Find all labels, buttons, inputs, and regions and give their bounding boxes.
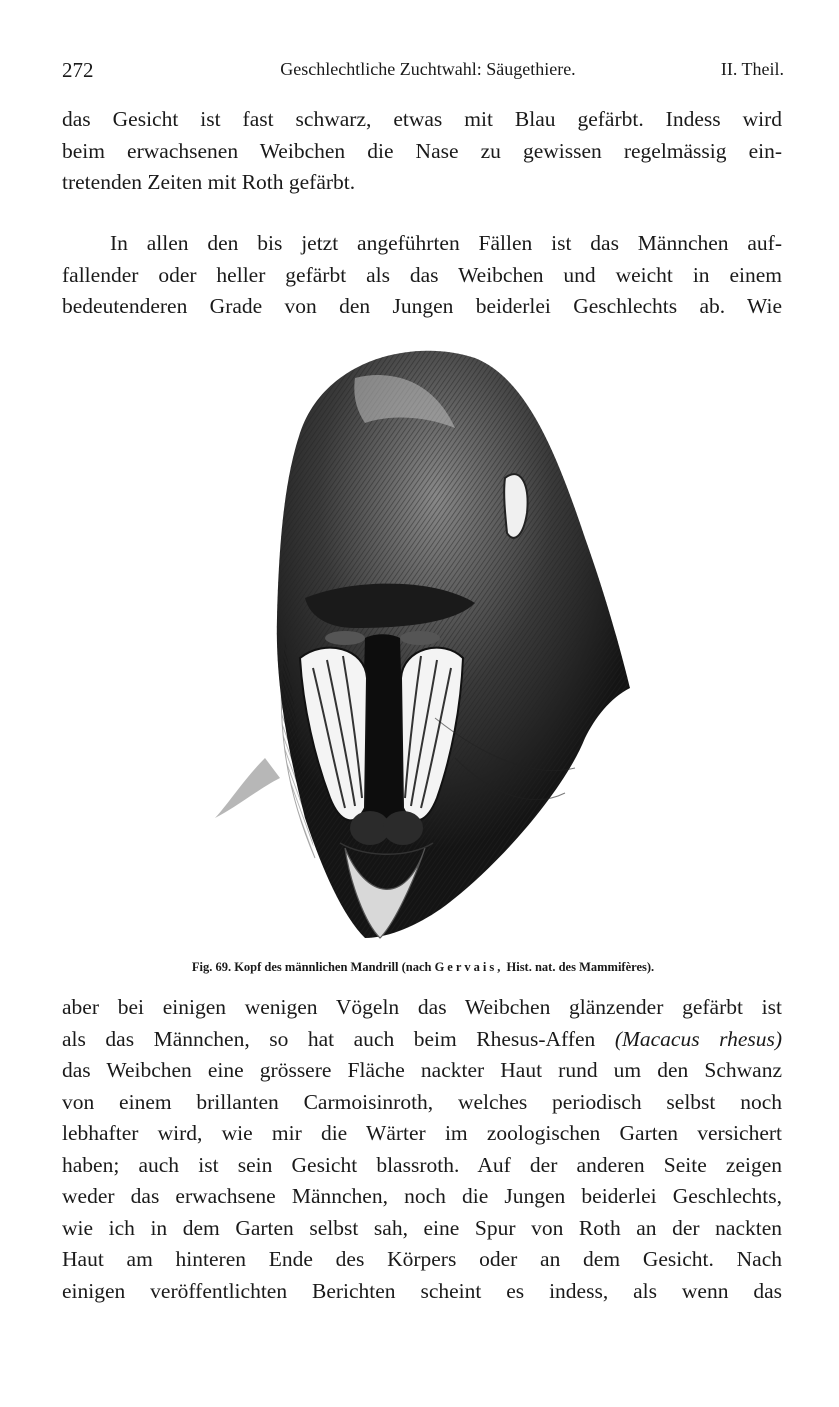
text-line: beim erwachsenen Weibchen die Nase zu gewissen regelmässig ein- xyxy=(62,138,782,163)
mandrill-head-engraving xyxy=(205,338,645,948)
page-number: 272 xyxy=(62,58,94,82)
mandrill-illustration xyxy=(205,338,645,948)
text-line-with-species xyxy=(62,1024,782,1056)
caption-author: Gervais, xyxy=(434,960,504,974)
caption-prefix: Fig. 69. Kopf des männlichen Mandrill (nach xyxy=(191,960,432,974)
text-line: fallender oder heller gefärbt als das Weibchen und weicht in einem xyxy=(62,262,782,287)
paragraph-1 xyxy=(62,104,782,199)
text-line: bedeutenderen Grade von den Jungen beiderlei Geschlechts ab. Wie xyxy=(62,294,782,318)
text-line: haben; auch ist sein Gesicht blassroth. Auf der anderen Seite zeigen xyxy=(62,1152,782,1177)
text-segment: als das Männchen, so hat auch beim Rhesus-Affen xyxy=(62,1026,596,1051)
text-line: lebhafter wird, wie mir die Wärter im zoologischen Garten versichert xyxy=(62,1121,782,1145)
running-title: Geschlechtliche Zuchtwahl: Säugethiere. xyxy=(280,59,576,79)
text-line: In allen den bis jetzt angeführten Fällen ist das Männchen auf- xyxy=(110,231,782,255)
text-line: von einem brillanten Carmoisinroth, welches periodisch selbst noch xyxy=(62,1089,782,1114)
text-line: das Weibchen eine grössere Fläche nackter Haut rund um den Schwanz xyxy=(62,1058,782,1082)
paragraph-2 xyxy=(62,228,782,323)
text-line: aber bei einigen wenigen Vögeln das Weibchen glänzender gefärbt ist xyxy=(62,995,782,1019)
part-label: II. Theil. xyxy=(720,59,784,79)
text-line: tretenden Zeiten mit Roth gefärbt. xyxy=(62,170,356,194)
species-name: (Macacus rhesus) xyxy=(614,1026,783,1051)
text-line: das Gesicht ist fast schwarz, etwas mit Blau gefärbt. Indess wird xyxy=(62,107,782,131)
text-line: wie ich in dem Garten selbst sah, eine Spur von Roth an der nackten xyxy=(62,1215,782,1240)
text-line: einigen veröffentlichten Berichten scheint es indess, als wenn das xyxy=(62,1278,782,1303)
paragraph-3 xyxy=(62,992,782,1307)
page-header xyxy=(62,58,784,84)
caption-suffix: Hist. nat. des Mammifères). xyxy=(506,960,655,974)
figure-caption xyxy=(62,960,784,975)
text-line: Haut am hinteren Ende des Körpers oder an dem Gesicht. Nach xyxy=(62,1247,782,1271)
text-line: weder das erwachsene Männchen, noch die Jungen beiderlei Geschlechts, xyxy=(62,1184,782,1208)
